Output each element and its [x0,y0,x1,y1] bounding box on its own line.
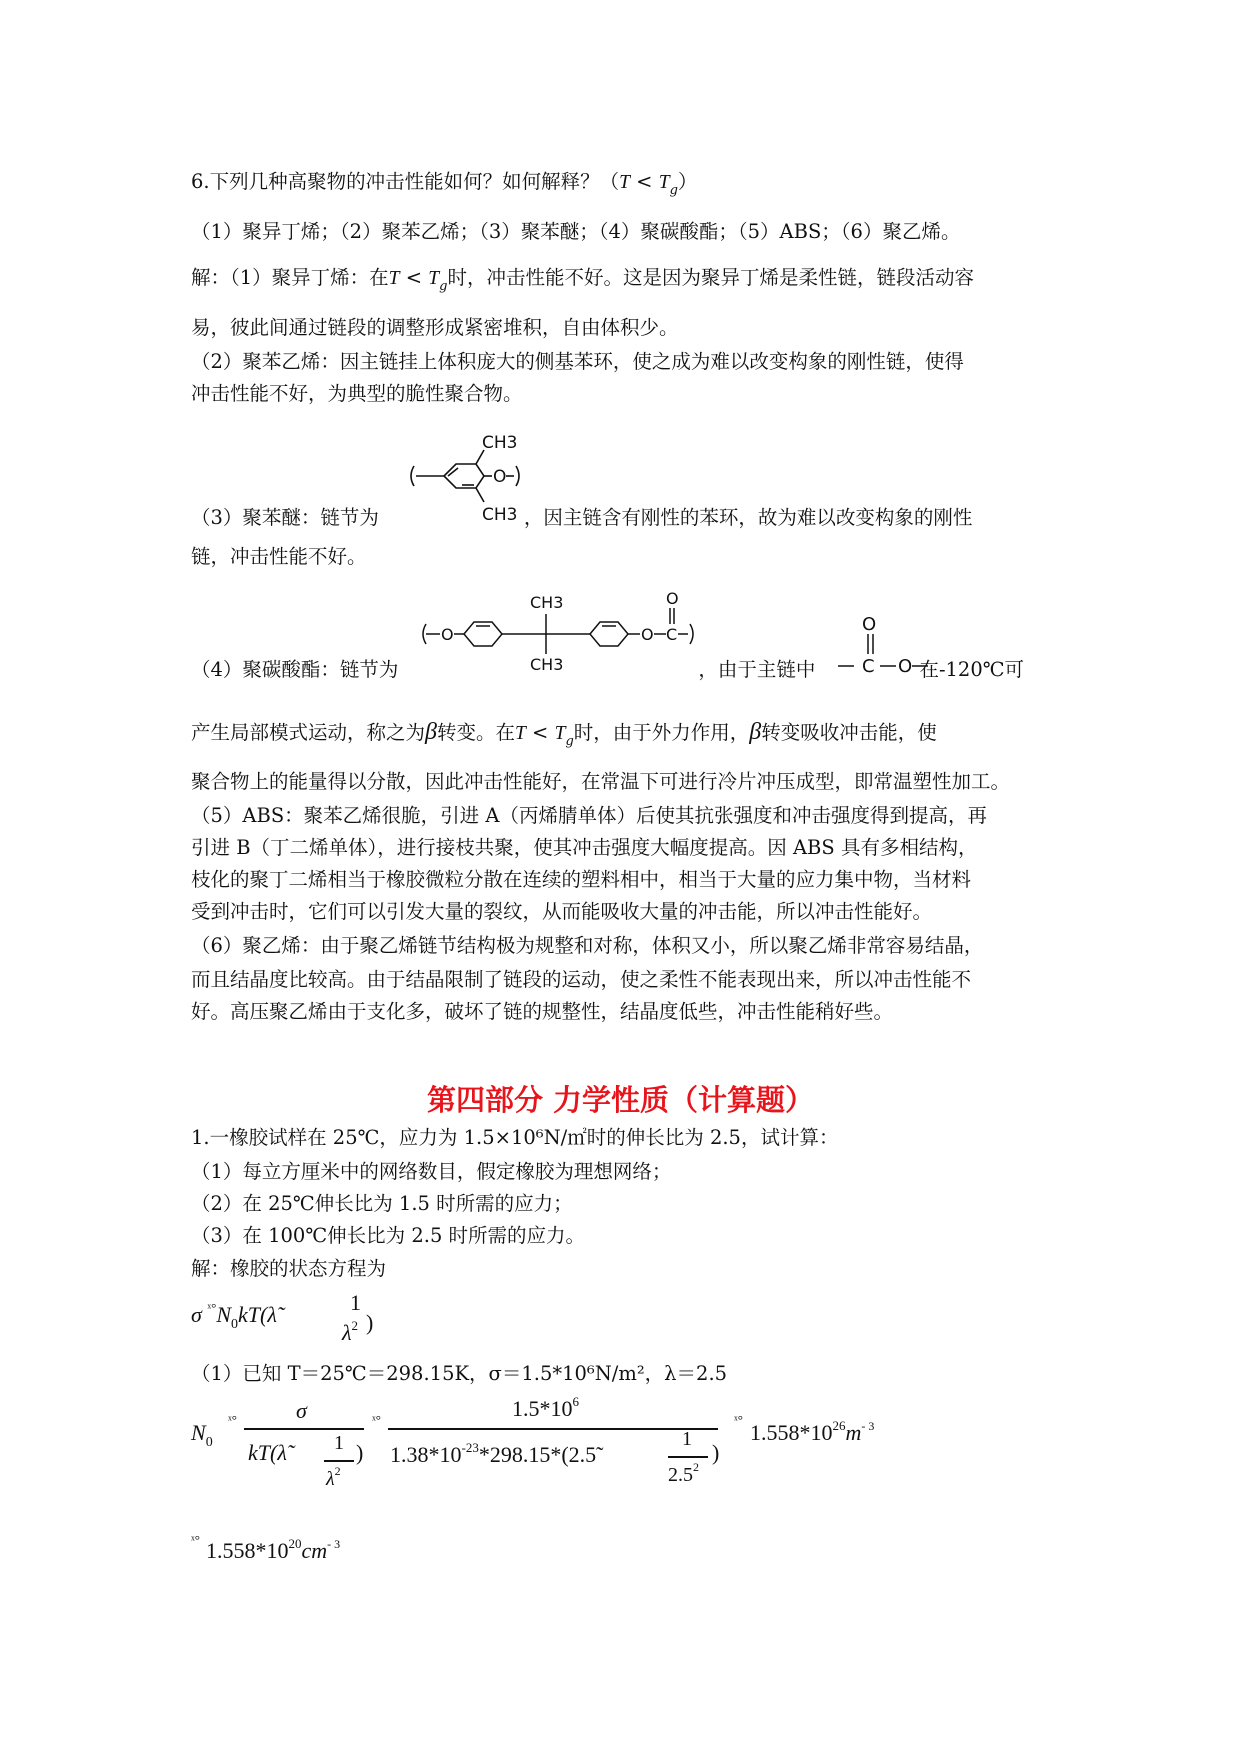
a4-mid: ，由于主链中 [698,658,816,681]
var-T: T [619,172,630,193]
subscript-0: 0 [231,1317,239,1332]
answer-6-line2: 而且结晶度比较高。由于结晶限制了链段的运动，使之柔性不能表现出来，所以冲击性能不 [191,968,972,991]
answer-4-line1 [191,656,1024,684]
answer-3-line2: 链，冲击性能不好。 [191,545,367,568]
result2-exponent: 20 [288,1536,302,1551]
a4-line2-mid: 转变。在 [436,721,515,744]
n0-result-m3 [750,1418,874,1446]
frac1-inner-num: 1 [334,1432,344,1454]
result1-value: 1.558*10 [750,1420,833,1445]
a4-pre: （4）聚碳酸酯：链节为 [191,658,399,681]
frac1-numerator: σ [296,1398,307,1423]
answer-5-line4: 受到冲击时，它们可以引发大量的裂纹，从而能吸收大量的冲击能，所以冲击性能好。 [191,900,933,923]
answer-2-line1: （2）聚苯乙烯：因主链挂上体积庞大的侧基苯环，使之成为难以改变构象的刚性链，使得 [191,350,964,373]
unit-exponent: - 3 [327,1537,341,1551]
var-T: T [388,268,400,289]
den2-rest: *298.15*(2.5̃ [478,1442,597,1467]
solution-intro: 解：橡胶的状态方程为 [191,1257,387,1280]
stem-text: 6.下列几种高聚物的冲击性能如何？如何解释？（ [191,170,620,193]
answer-1-line1 [191,264,974,301]
a3-pre: （3）聚苯醚：链节为 [191,506,379,529]
num2-value: 1.5*10 [512,1396,573,1421]
a4-line2-mid2: 时，由于外力作用， [573,721,750,744]
eq-frac-den [342,1318,358,1346]
subscript-0: 0 [205,1435,213,1450]
subscript-g: g [669,183,678,198]
frac1-denominator: kT(λ̃ [248,1440,287,1465]
ppo-oxygen: O [493,467,507,487]
den2-exponent: -23 [461,1440,479,1455]
frac2-inner-den [668,1460,699,1487]
sigma-symbol: σ [191,1302,202,1327]
answer-2-line2: 冲击性能不好，为典型的脆性聚合物。 [191,382,523,405]
var-Tg: T [658,172,670,193]
a4-post: 在-120℃可 [919,658,1025,681]
frac2-denominator [390,1440,596,1468]
question-6-stem [191,168,697,205]
calc-part-2: （2）在 25℃伸长比为 1.5 时所需的应力； [191,1192,573,1215]
eq-frac-num: 1 [350,1290,361,1315]
var-Tg: T [428,268,440,289]
frac1-close: ) [356,1440,364,1465]
exponent-2: 2 [334,1464,341,1478]
subscript-g: g [565,734,574,749]
result2-value: 1.558*10 [206,1538,289,1563]
pc-oxygen-2: O [641,625,654,644]
known-values: （1）已知 T＝25℃＝298.15K，σ＝1.5*10⁶N/m²，λ＝2.5 [191,1362,728,1385]
less-than: < [629,170,659,193]
pc-ch3-bottom: CH3 [530,655,564,674]
less-than: < [399,266,429,289]
answer-3-line1 [191,504,972,532]
ester-carbonyl-oxygen: O [862,614,877,635]
answer-4-line3: 聚合物上的能量得以分散，因此冲击性能好，在常温下可进行冷片冲压成型，即常温塑性加工。 [191,770,1011,793]
answer-5-line2: 引进 B（丁二烯单体），进行接枝共聚，使其冲击强度大幅度提高。因 ABS 具有多相结构， [191,836,978,859]
var-Tg: T [554,723,566,744]
var-N: N [191,1420,206,1445]
ester-carbon: C [862,656,875,677]
unit-exponent: - 3 [861,1419,875,1433]
garbled-equals: ˣ° [228,1412,237,1427]
less-than: < [525,721,555,744]
exponent-2: 2 [351,1318,359,1333]
unit-m: m [845,1420,862,1445]
eq-close-paren: ) [366,1310,374,1335]
var-T: T [514,723,526,744]
calc-part-3: （3）在 100℃伸长比为 2.5 时所需的应力。 [191,1224,586,1247]
pc-ch3-top: CH3 [530,593,564,612]
a4-line2-post: 转变吸收冲击能，使 [761,721,937,744]
calc-question-1: 1.一橡胶试样在 25℃，应力为 1.5×10⁶N/㎡时的伸长比为 2.5，试计算： [191,1126,839,1149]
garbled-equals: ˣ° [372,1412,381,1427]
stem-close: ） [677,170,698,193]
garbled-equals: ˣ° [191,1532,200,1547]
section-heading: 第四部分 力学性质（计算题） [426,1083,815,1117]
ppo-ch3-bottom: CH3 [482,505,518,525]
frac2-inner-num: 1 [682,1428,692,1450]
frac1-inner-bar [324,1460,354,1462]
result1-exponent: 26 [832,1418,846,1433]
answer-6-line3: 好。高压聚乙烯由于支化多，破坏了链的规整性，结晶度低些，冲击性能稍好些。 [191,1000,894,1023]
answer-6-line1: （6）聚乙烯：由于聚乙烯链节结构极为规整和对称，体积又小，所以聚乙烯非常容易结晶， [191,934,984,957]
a3-post: ，因主链含有刚性的苯环，故为难以改变构象的刚性 [523,506,973,529]
frac1-inner-den [326,1464,341,1491]
subscript-g: g [439,279,448,294]
beta-symbol: β [425,719,437,745]
answer-5-line3: 枝化的聚丁二烯相当于橡胶微粒分散在连续的塑料相中，相当于大量的应力集中物，当材料 [191,868,972,891]
pc-carbon: C [666,625,678,644]
a1-post: 时，冲击性能不好。这是因为聚异丁烯是柔性链，链段活动容 [447,266,974,289]
frac2-close: ) [712,1440,720,1465]
frac2-inner-bar [668,1456,708,1458]
a4-line2-pre: 产生局部模式运动，称之为 [191,721,426,744]
frac1-bar [244,1428,364,1430]
beta-symbol: β [749,719,762,745]
frac2-numerator [512,1394,579,1422]
garbled-equals: ˣ° [734,1412,743,1427]
n0-result-cm3 [206,1536,340,1564]
var-N: N [216,1302,232,1327]
inner-den-value: 2.5 [668,1464,693,1486]
answer-5-line1: （5）ABS：聚苯乙烯很脆，引进 A（丙烯腈单体）后使其抗张强度和冲击强度得到提高，再 [191,804,987,827]
exponent-2: 2 [693,1460,699,1474]
ester-oxygen: O [898,656,913,677]
calc-part-1: （1）每立方厘米中的网络数目，假定橡胶为理想网络； [191,1160,672,1183]
n0-symbol [191,1420,213,1451]
lambda-symbol: λ [342,1320,352,1345]
pc-carbonyl-oxygen: O [666,590,679,608]
ppo-ch3-top: CH3 [482,433,518,453]
pc-oxygen-1: O [441,625,454,644]
question-6-items: （1）聚异丁烯；（2）聚苯乙烯；（3）聚苯醚；（4）聚碳酸酯；（5）ABS；（6）聚乙烯。 [191,220,961,243]
unit-cm: cm [301,1538,328,1563]
a1-pre: 解：（1）聚异丁烯：在 [191,266,389,289]
den2-value: 1.38*10 [390,1442,462,1467]
answer-4-line2 [191,718,937,756]
state-equation [191,1300,277,1333]
garbled-equals: ˣ° [207,1300,217,1315]
lambda-symbol: λ [326,1468,335,1490]
kT-lambda: kT(λ̃ [238,1302,277,1327]
num2-exponent: 6 [572,1394,579,1409]
answer-1-line2: 易，彼此间通过链段的调整形成紧密堆积，自由体积少。 [191,316,679,339]
frac2-bar [388,1428,718,1430]
